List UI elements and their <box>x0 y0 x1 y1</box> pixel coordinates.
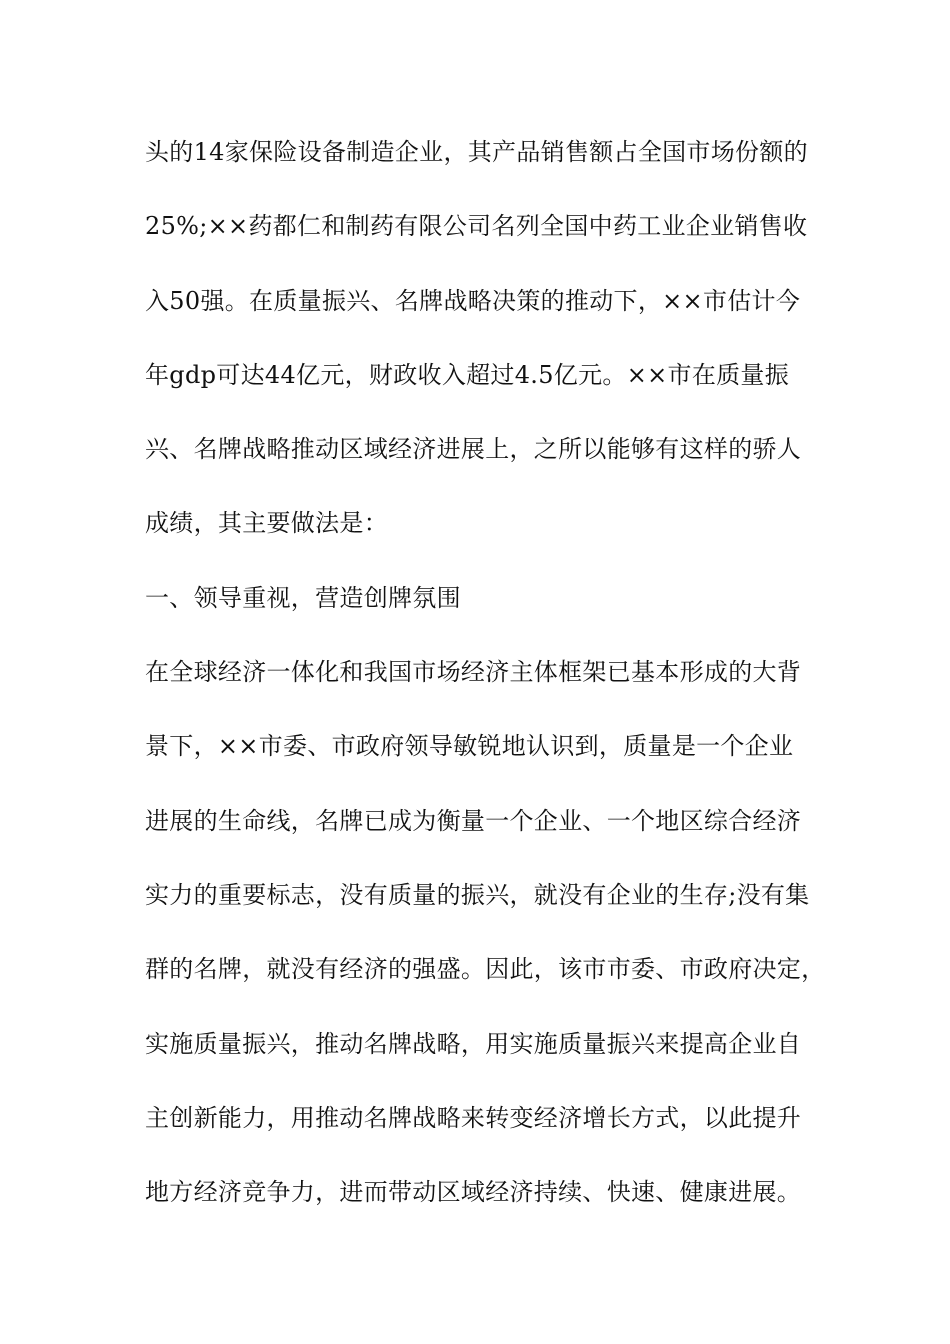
section-heading: 一、领导重视，营造创牌氛围 <box>145 584 461 612</box>
text-line-13: 实施质量振兴，推动名牌战略，用实施质量振兴来提高企业自 <box>145 1030 802 1058</box>
text-line-5: 兴、名牌战略推动区域经济进展上，之所以能够有这样的骄人 <box>145 435 802 463</box>
text-line-10: 进展的生命线，名牌已成为衡量一个企业、一个地区综合经济 <box>145 807 802 835</box>
text-line-3: 入50强。在质量振兴、名牌战略决策的推动下，××市估计今 <box>145 287 801 315</box>
text-line-4: 年gdp可达44亿元，财政收入超过4.5亿元。××市在质量振 <box>145 361 790 389</box>
text-line-15: 地方经济竞争力，进而带动区域经济持续、快速、健康进展。 <box>145 1178 802 1206</box>
text-line-1: 头的14家保险设备制造企业，其产品销售额占全国市场份额的 <box>145 138 808 166</box>
text-line-14: 主创新能力，用推动名牌战略来转变经济增长方式，以此提升 <box>145 1104 802 1132</box>
text-line-9: 景下，××市委、市政府领导敏锐地认识到，质量是一个企业 <box>145 732 794 760</box>
text-line-6: 成绩，其主要做法是： <box>145 509 388 537</box>
text-line-12: 群的名牌，就没有经济的强盛。因此，该市市委、市政府决定， <box>145 955 826 983</box>
text-line-11: 实力的重要标志，没有质量的振兴，就没有企业的生存;没有集 <box>145 881 810 909</box>
text-line-2: 25%;××药都仁和制药有限公司名列全国中药工业企业销售收 <box>145 212 808 240</box>
text-line-8: 在全球经济一体化和我国市场经济主体框架已基本形成的大背 <box>145 658 802 686</box>
